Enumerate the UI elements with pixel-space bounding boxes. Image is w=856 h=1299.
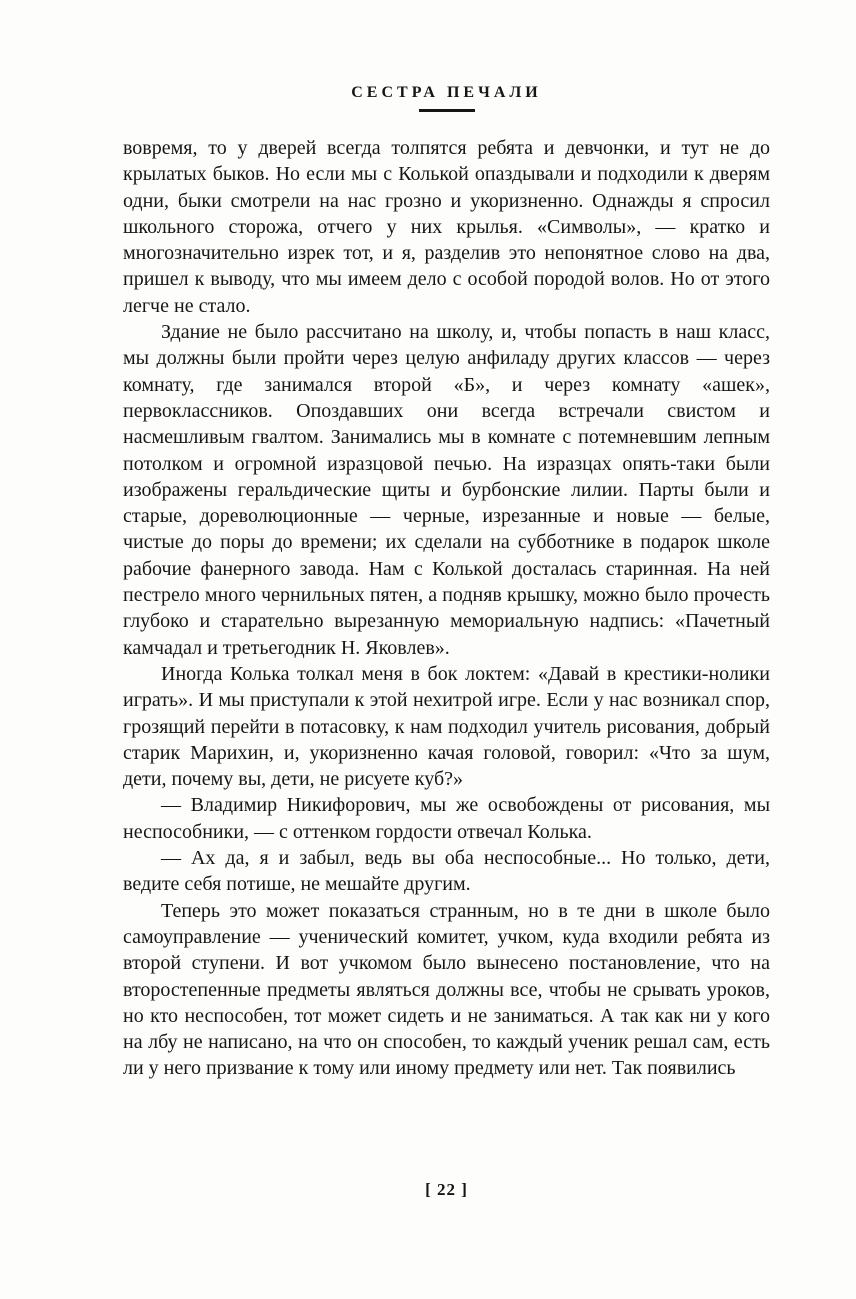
page-number: [ 22 ] — [425, 1180, 468, 1199]
chapter-title: СЕСТРА ПЕЧАЛИ — [351, 84, 542, 101]
page-body — [123, 135, 770, 1082]
paragraph: — Ах да, я и забыл, ведь вы оба неспособные... Но только, дети, ведите себя потише, не мешайте другим. — [123, 847, 770, 896]
paragraph: вовремя, то у дверей всегда толпятся ребята и девчонки, и тут не до крылатых быков. Но если мы с Колькой опаздывали и подходили к дверям одни, быки смотрели на нас грозно и укоризненно. Однажды я спросил школьного сторожа, отчего у них крылья. «Символы», — кратко и многозначительно изрек тот, и я, разделив это непонятное слово на два, пришел к выводу, что мы имеем дело с особой породой волов. Но от этого легче не стало. — [123, 137, 770, 317]
paragraph: Здание не было рассчитано на школу, и, чтобы попасть в наш класс, мы должны были пройти через целую анфиладу других классов — через комнату, где занимался второй «Б», и через комнату «ашек», первоклассников. Опоздавших они всегда встречали свистом и насмешливым гвалтом. Занимались мы в комнате с потемневшим лепным потолком и огромной изразцовой печью. На изразцах опять-таки были изображены геральдические щиты и бурбонские лилии. Парты были и старые, дореволюционные — черные, изрезанные и новые — белые, чистые до поры до времени; их сделали на субботнике в подарок школе рабочие фанерного завода. Нам с Колькой досталась старинная. На ней пестрело много чернильных пятен, а подняв крышку, можно было прочесть глубоко и старательно вырезанную мемориальную надпись: «Пачетный камчадал и третьегодник Н. Яковлев». — [123, 321, 770, 659]
header-rule — [419, 109, 475, 112]
paragraph: — Владимир Никифорович, мы же освобождены от рисования, мы неспособники, — с оттенком гордости отвечал Колька. — [123, 794, 770, 843]
page-footer — [123, 1180, 770, 1200]
running-header — [123, 84, 770, 112]
paragraph: Иногда Колька толкал меня в бок локтем: «Давай в крестики-нолики играть». И мы приступали к этой нехитрой игре. Если у нас возникал спор, грозящий перейти в потасовку, к нам подходил учитель рисования, добрый старик Марихин, и, укоризненно качая головой, говорил: «Что за шум, дети, почему вы, дети, не рисуете куб?» — [123, 662, 770, 791]
paragraph: Теперь это может показаться странным, но в те дни в школе было самоуправление — ученический комитет, учком, куда входили ребята из второй ступени. И вот учкомом было вынесено постановление, что на второстепенные предметы являться должны все, чтобы не срывать уроков, но кто неспособен, тот может сидеть и не заниматься. А так как ни у кого на лбу не написано, на что он способен, то каждый ученик решал сам, есть ли у него призвание к тому или иному предмету или нет. Так появились — [123, 899, 770, 1080]
